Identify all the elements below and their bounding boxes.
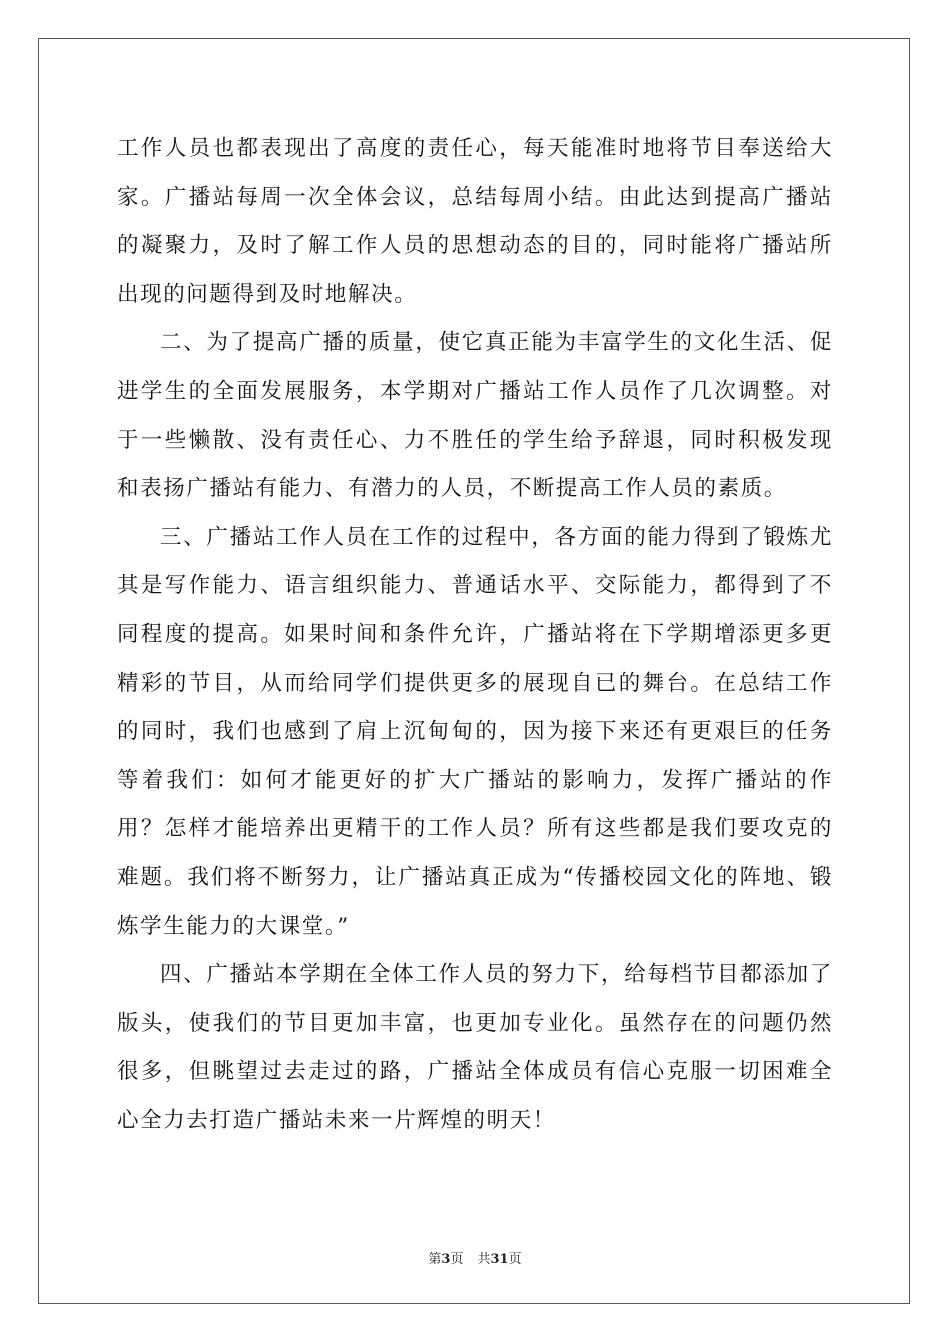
total-prefix: 共 [477,1252,491,1267]
page-suffix: 页 [450,1252,464,1267]
total-suffix: 页 [508,1252,522,1267]
page-number: 3 [441,1252,451,1267]
paragraph-continuation: 工作人员也都表现出了高度的责任心，每天能准时地将节目奉送给大家。广播站每周一次全体会议，总结每周小结。由此达到提高广播站的凝聚力，及时了解工作人员的思想动态的目的，同时能将广播站所出现的问题得到及时地解决。 [117,136,833,307]
document-body [117,125,833,1145]
page-prefix: 第 [428,1252,442,1267]
paragraph-item-4: 四、广播站本学期在全体工作人员的努力下，给每档节目都添加了版头，使我们的节目更加丰富，也更加专业化。虽然存在的问题仍然很多，但眺望过去走过的路，广播站全体成员有信心克服一切困难全心全力去打造广播站未来一片辉煌的明天！ [117,962,833,1133]
page-footer [0,1248,950,1267]
paragraph-item-3: 三、广播站工作人员在工作的过程中，各方面的能力得到了锻炼尤其是写作能力、语言组织能力、普通话水平、交际能力，都得到了不同程度的提高。如果时间和条件允许，广播站将在下学期增添更多更精彩的节目，从而给同学们提供更多的展现自已的舞台。在总结工作的同时，我们也感到了肩上沉甸甸的，因为接下来还有更艰巨的任务等着我们：如何才能更好的扩大广播站的影响力，发挥广播站的作用？怎样才能培养出更精干的工作人员？所有这些都是我们要攻克的难题。我们将不断努力，让广播站真正成为“传播校园文化的阵地、锻炼学生能力的大课堂。” [117,524,833,939]
total-pages: 31 [490,1252,509,1267]
paragraph-item-2: 二、为了提高广播的质量，使它真正能为丰富学生的文化生活、促进学生的全面发展服务，本学期对广播站工作人员作了几次调整。对于一些懒散、没有责任心、力不胜任的学生给予辞退，同时积极发现和表扬广播站有能力、有潜力的人员，不断提高工作人员的素质。 [117,330,833,502]
